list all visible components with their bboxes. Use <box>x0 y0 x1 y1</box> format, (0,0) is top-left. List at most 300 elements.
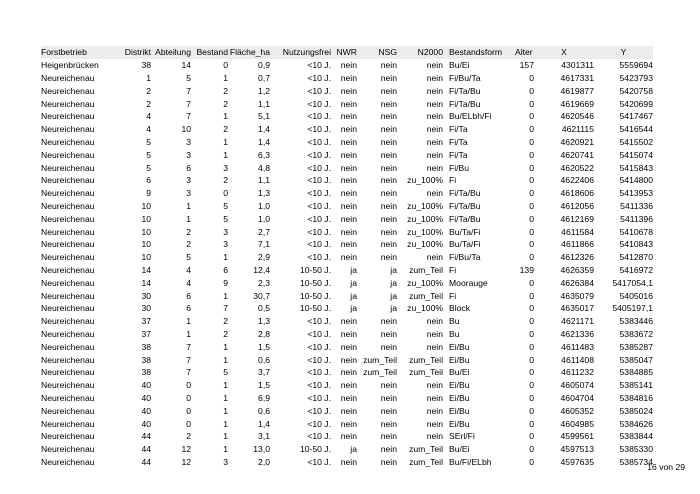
cell-distrikt: 2 <box>146 85 151 96</box>
cell-n2000: nein <box>426 111 443 122</box>
cell-flaeche: 2,3 <box>258 277 270 288</box>
cell-alter: 0 <box>529 149 534 160</box>
cell-distrikt: 10 <box>141 252 151 263</box>
cell-bestandsform: Fi/Ta <box>449 136 468 147</box>
cell-flaeche: 13,0 <box>253 444 270 455</box>
cell-bestand: 1 <box>223 149 228 160</box>
cell-bestandsform: Ei/Bu <box>449 341 470 352</box>
table-row <box>41 238 653 251</box>
cell-flaeche: 0,5 <box>258 303 270 314</box>
cell-alter: 0 <box>529 392 534 403</box>
cell-bestandsform: Bu/Ei <box>449 444 470 455</box>
cell-x: 4620546 <box>560 111 594 122</box>
cell-nutzungsfrei: <10 J. <box>307 136 331 147</box>
column-header: Y <box>620 47 627 58</box>
cell-forstbetrieb: Neureichenau <box>41 188 95 199</box>
cell-bestandsform: Bu/ELbh/Fi <box>449 111 492 122</box>
cell-y: 5385024 <box>619 405 653 416</box>
cell-flaeche: 0,9 <box>258 60 270 71</box>
table-row <box>41 97 653 110</box>
cell-y: 5405016 <box>619 290 653 301</box>
cell-alter: 0 <box>529 188 534 199</box>
cell-distrikt: 37 <box>141 328 151 339</box>
table-row <box>41 302 653 315</box>
table-row <box>41 276 653 289</box>
cell-nsg: nein <box>380 72 397 83</box>
cell-y: 5385734 <box>619 456 653 467</box>
table-row <box>41 264 653 277</box>
cell-n2000: zum_Teil <box>409 354 443 365</box>
cell-alter: 0 <box>529 98 534 109</box>
cell-distrikt: 5 <box>146 162 151 173</box>
cell-x: 4611866 <box>561 239 594 250</box>
cell-x: 4605352 <box>560 405 594 416</box>
cell-bestand: 0 <box>223 60 228 71</box>
cell-abteilung: 3 <box>186 188 191 199</box>
cell-bestandsform: Ei/Bu <box>449 392 470 403</box>
column-header: Bestand <box>196 47 228 58</box>
cell-flaeche: 2,9 <box>258 252 270 263</box>
cell-y: 5420758 <box>619 85 653 96</box>
cell-y: 5384885 <box>619 367 653 378</box>
cell-x: 4635079 <box>560 290 594 301</box>
cell-abteilung: 1 <box>186 316 191 327</box>
cell-nsg: nein <box>380 239 397 250</box>
cell-y: 5384816 <box>619 392 653 403</box>
cell-bestand: 1 <box>223 136 228 147</box>
cell-x: 4619877 <box>560 85 594 96</box>
cell-n2000: nein <box>426 431 443 442</box>
cell-forstbetrieb: Neureichenau <box>41 239 95 250</box>
cell-nsg: nein <box>380 98 397 109</box>
cell-nsg: nein <box>380 405 397 416</box>
cell-nwr: ja <box>350 303 357 314</box>
cell-forstbetrieb: Neureichenau <box>41 111 95 122</box>
cell-forstbetrieb: Neureichenau <box>41 72 95 83</box>
cell-bestand: 2 <box>223 175 228 186</box>
cell-y: 5415502 <box>619 136 653 147</box>
cell-bestand: 3 <box>223 226 228 237</box>
cell-nwr: nein <box>340 111 357 122</box>
cell-nutzungsfrei: <10 J. <box>307 252 331 263</box>
cell-x: 4604985 <box>560 418 594 429</box>
cell-bestandsform: Fi/Ta/Bu <box>449 98 481 109</box>
cell-y: 5411336 <box>620 200 653 211</box>
cell-nsg: nein <box>380 136 397 147</box>
cell-nwr: ja <box>350 277 357 288</box>
cell-nwr: nein <box>340 239 357 250</box>
table-row <box>41 212 653 225</box>
cell-x: 4597635 <box>560 456 594 467</box>
cell-nsg: nein <box>380 444 397 455</box>
table-row <box>41 340 653 353</box>
cell-nutzungsfrei: <10 J. <box>307 431 331 442</box>
cell-abteilung: 2 <box>186 226 191 237</box>
cell-nwr: nein <box>340 456 357 467</box>
cell-flaeche: 1,3 <box>258 188 270 199</box>
cell-flaeche: 1,2 <box>258 85 270 96</box>
cell-bestand: 3 <box>223 162 228 173</box>
cell-nwr: nein <box>340 124 357 135</box>
cell-nwr: nein <box>340 162 357 173</box>
cell-nsg: nein <box>380 188 397 199</box>
cell-nsg: ja <box>390 264 397 275</box>
cell-nwr: nein <box>340 149 357 160</box>
cell-distrikt: 9 <box>146 188 151 199</box>
table-row <box>41 392 653 405</box>
cell-n2000: nein <box>426 252 443 263</box>
cell-x: 4617331 <box>560 72 594 83</box>
cell-x: 4635017 <box>560 303 594 314</box>
cell-flaeche: 5,1 <box>258 111 270 122</box>
cell-y: 5414800 <box>619 175 653 186</box>
cell-distrikt: 30 <box>141 303 151 314</box>
cell-nwr: nein <box>340 367 357 378</box>
cell-distrikt: 38 <box>141 60 151 71</box>
cell-flaeche: 0,6 <box>258 354 270 365</box>
cell-n2000: nein <box>426 85 443 96</box>
cell-distrikt: 40 <box>141 418 151 429</box>
cell-nutzungsfrei: <10 J. <box>307 85 331 96</box>
cell-nutzungsfrei: <10 J. <box>307 226 331 237</box>
cell-bestandsform: Ei/Bu <box>449 380 470 391</box>
cell-flaeche: 2,7 <box>258 226 270 237</box>
cell-alter: 0 <box>529 380 534 391</box>
cell-flaeche: 1,0 <box>258 200 270 211</box>
cell-n2000: nein <box>426 341 443 352</box>
cell-bestand: 2 <box>223 85 228 96</box>
cell-bestand: 2 <box>223 98 228 109</box>
column-header: Bestandsform <box>449 47 503 58</box>
cell-flaeche: 1,5 <box>258 380 270 391</box>
cell-bestand: 1 <box>223 111 228 122</box>
cell-nwr: nein <box>340 252 357 263</box>
cell-n2000: zu_100% <box>407 175 443 186</box>
cell-nwr: ja <box>350 264 357 275</box>
cell-x: 4612326 <box>560 252 594 263</box>
table-row <box>41 123 653 136</box>
cell-bestand: 5 <box>223 367 228 378</box>
cell-y: 5411396 <box>620 213 653 224</box>
cell-abteilung: 12 <box>181 456 191 467</box>
cell-y: 5416972 <box>619 264 653 275</box>
cell-distrikt: 10 <box>141 226 151 237</box>
cell-forstbetrieb: Neureichenau <box>41 316 95 327</box>
cell-x: 4611483 <box>561 341 594 352</box>
cell-distrikt: 14 <box>141 277 151 288</box>
cell-distrikt: 38 <box>141 354 151 365</box>
cell-abteilung: 0 <box>186 418 191 429</box>
cell-flaeche: 0,6 <box>258 405 270 416</box>
cell-forstbetrieb: Neureichenau <box>41 303 95 314</box>
cell-abteilung: 4 <box>186 264 191 275</box>
cell-alter: 0 <box>529 405 534 416</box>
cell-nutzungsfrei: <10 J. <box>307 200 331 211</box>
column-header: Abteilung <box>155 47 191 58</box>
cell-nutzungsfrei: <10 J. <box>307 354 331 365</box>
cell-alter: 0 <box>529 213 534 224</box>
cell-distrikt: 40 <box>141 392 151 403</box>
cell-abteilung: 3 <box>186 136 191 147</box>
cell-nutzungsfrei: <10 J. <box>307 72 331 83</box>
cell-flaeche: 1,4 <box>258 418 270 429</box>
table-row <box>41 443 653 456</box>
cell-alter: 139 <box>519 264 534 275</box>
cell-distrikt: 37 <box>141 316 151 327</box>
cell-nsg: nein <box>380 226 397 237</box>
cell-nutzungsfrei: <10 J. <box>307 380 331 391</box>
cell-bestand: 1 <box>223 418 228 429</box>
cell-bestand: 2 <box>223 124 228 135</box>
cell-bestand: 3 <box>223 456 228 467</box>
cell-flaeche: 30,7 <box>253 290 270 301</box>
table-row <box>41 456 653 469</box>
table-row <box>41 366 653 379</box>
cell-abteilung: 14 <box>181 60 191 71</box>
cell-abteilung: 4 <box>186 277 191 288</box>
cell-nsg: nein <box>380 111 397 122</box>
cell-n2000: nein <box>426 60 443 71</box>
table-row <box>41 417 653 430</box>
cell-n2000: nein <box>426 162 443 173</box>
cell-abteilung: 1 <box>186 213 191 224</box>
cell-bestandsform: Fi <box>449 264 457 275</box>
cell-nsg: nein <box>380 380 397 391</box>
table-row <box>41 110 653 123</box>
cell-x: 4619669 <box>560 98 594 109</box>
cell-bestand: 1 <box>223 354 228 365</box>
cell-x: 4611584 <box>561 226 594 237</box>
cell-bestand: 1 <box>223 431 228 442</box>
cell-nwr: nein <box>340 354 357 365</box>
cell-x: 4621336 <box>560 328 594 339</box>
cell-n2000: nein <box>426 418 443 429</box>
cell-y: 5412870 <box>619 252 653 263</box>
table-row <box>41 379 653 392</box>
cell-nwr: nein <box>340 341 357 352</box>
cell-abteilung: 0 <box>186 380 191 391</box>
table-row <box>41 225 653 238</box>
cell-nsg: nein <box>380 456 397 467</box>
cell-alter: 157 <box>519 60 534 71</box>
cell-alter: 0 <box>529 418 534 429</box>
cell-nsg: nein <box>380 213 397 224</box>
cell-bestandsform: Fi/Ta <box>449 124 468 135</box>
cell-nwr: nein <box>340 316 357 327</box>
cell-forstbetrieb: Neureichenau <box>41 252 95 263</box>
column-header: Forstbetrieb <box>41 47 87 58</box>
cell-forstbetrieb: Neureichenau <box>41 380 95 391</box>
cell-bestand: 7 <box>223 303 228 314</box>
cell-distrikt: 40 <box>141 405 151 416</box>
cell-bestand: 1 <box>223 252 228 263</box>
cell-alter: 0 <box>529 72 534 83</box>
cell-nutzungsfrei: <10 J. <box>307 188 331 199</box>
column-header: Distrikt <box>124 47 151 58</box>
cell-bestandsform: Fi <box>449 290 457 301</box>
cell-n2000: zu_100% <box>407 303 443 314</box>
table-row <box>41 353 653 366</box>
cell-nutzungsfrei: <10 J. <box>307 162 331 173</box>
cell-x: 4599561 <box>560 431 594 442</box>
column-header: NSG <box>378 47 397 58</box>
cell-forstbetrieb: Neureichenau <box>41 175 95 186</box>
cell-nsg: nein <box>380 328 397 339</box>
column-header: N2000 <box>417 47 443 58</box>
cell-alter: 0 <box>529 303 534 314</box>
cell-nwr: nein <box>340 200 357 211</box>
cell-bestandsform: SErl/Fi <box>449 431 475 442</box>
cell-forstbetrieb: Neureichenau <box>41 418 95 429</box>
cell-nsg: ja <box>390 277 397 288</box>
cell-nsg: nein <box>380 124 397 135</box>
cell-distrikt: 4 <box>146 111 151 122</box>
cell-abteilung: 7 <box>186 98 191 109</box>
cell-y: 5416544 <box>619 124 653 135</box>
cell-y: 5413953 <box>619 188 653 199</box>
cell-flaeche: 6,9 <box>258 392 270 403</box>
cell-bestandsform: Fi/Ta/Bu <box>449 200 481 211</box>
cell-y: 5559694 <box>619 60 653 71</box>
cell-forstbetrieb: Neureichenau <box>41 431 95 442</box>
cell-forstbetrieb: Neureichenau <box>41 405 95 416</box>
cell-bestandsform: Bu/Fi/ELbh <box>449 456 492 467</box>
cell-distrikt: 5 <box>146 136 151 147</box>
cell-forstbetrieb: Neureichenau <box>41 264 95 275</box>
cell-y: 5385047 <box>619 354 653 365</box>
cell-nutzungsfrei: <10 J. <box>307 124 331 135</box>
cell-alter: 0 <box>529 124 534 135</box>
cell-bestandsform: Fi/Bu/Ta <box>449 252 481 263</box>
cell-x: 4604704 <box>560 392 594 403</box>
cell-nutzungsfrei: <10 J. <box>307 98 331 109</box>
cell-nwr: nein <box>340 213 357 224</box>
cell-bestandsform: Bu/Ei <box>449 60 470 71</box>
cell-n2000: zum_Teil <box>409 444 443 455</box>
cell-bestandsform: Bu/Ta/Fi <box>449 226 481 237</box>
cell-nsg: nein <box>380 341 397 352</box>
cell-x: 4612056 <box>560 200 594 211</box>
cell-n2000: nein <box>426 405 443 416</box>
cell-nwr: nein <box>340 405 357 416</box>
cell-distrikt: 1 <box>146 72 151 83</box>
cell-n2000: zu_100% <box>407 277 443 288</box>
cell-nutzungsfrei: <10 J. <box>307 149 331 160</box>
cell-forstbetrieb: Neureichenau <box>41 354 95 365</box>
cell-nwr: nein <box>340 136 357 147</box>
cell-y: 5383844 <box>619 431 653 442</box>
cell-n2000: zu_100% <box>407 239 443 250</box>
cell-bestandsform: Ei/Bu <box>449 405 470 416</box>
cell-alter: 0 <box>529 277 534 288</box>
cell-distrikt: 38 <box>141 367 151 378</box>
cell-n2000: nein <box>426 136 443 147</box>
cell-alter: 0 <box>529 354 534 365</box>
cell-forstbetrieb: Neureichenau <box>41 226 95 237</box>
cell-flaeche: 2,8 <box>258 328 270 339</box>
cell-n2000: zu_100% <box>407 226 443 237</box>
cell-nsg: nein <box>380 175 397 186</box>
cell-abteilung: 6 <box>186 162 191 173</box>
cell-forstbetrieb: Neureichenau <box>41 328 95 339</box>
cell-alter: 0 <box>529 367 534 378</box>
cell-forstbetrieb: Neureichenau <box>41 367 95 378</box>
cell-nsg: nein <box>380 149 397 160</box>
cell-nutzungsfrei: 10-50 J. <box>299 264 331 275</box>
cell-nsg: zum_Teil <box>363 367 397 378</box>
cell-nsg: nein <box>380 85 397 96</box>
cell-alter: 0 <box>529 444 534 455</box>
cell-n2000: zum_Teil <box>409 290 443 301</box>
cell-abteilung: 2 <box>186 239 191 250</box>
cell-n2000: nein <box>426 124 443 135</box>
cell-y: 5417054,1 <box>612 277 653 288</box>
cell-n2000: nein <box>426 392 443 403</box>
cell-flaeche: 6,3 <box>258 149 270 160</box>
cell-forstbetrieb: Neureichenau <box>41 290 95 301</box>
cell-x: 4612169 <box>560 213 594 224</box>
table-row <box>41 315 653 328</box>
cell-nsg: nein <box>380 60 397 71</box>
cell-n2000: nein <box>426 380 443 391</box>
cell-nwr: nein <box>340 418 357 429</box>
cell-nsg: nein <box>380 418 397 429</box>
cell-bestand: 1 <box>223 290 228 301</box>
cell-y: 5385330 <box>619 444 653 455</box>
cell-alter: 0 <box>529 328 534 339</box>
cell-nutzungsfrei: <10 J. <box>307 367 331 378</box>
cell-x: 4611408 <box>561 354 594 365</box>
cell-n2000: nein <box>426 328 443 339</box>
cell-nwr: ja <box>350 444 357 455</box>
cell-alter: 0 <box>529 85 534 96</box>
cell-abteilung: 7 <box>186 85 191 96</box>
cell-y: 5423793 <box>619 72 653 83</box>
cell-alter: 0 <box>529 111 534 122</box>
cell-y: 5410843 <box>619 239 653 250</box>
cell-x: 4621171 <box>561 316 594 327</box>
cell-bestandsform: Moorauge <box>449 277 488 288</box>
cell-nutzungsfrei: <10 J. <box>307 316 331 327</box>
cell-alter: 0 <box>529 316 534 327</box>
cell-flaeche: 4,8 <box>258 162 270 173</box>
cell-n2000: nein <box>426 98 443 109</box>
cell-nutzungsfrei: <10 J. <box>307 328 331 339</box>
table-row <box>41 404 653 417</box>
cell-bestand: 1 <box>223 72 228 83</box>
cell-x: 4621115 <box>561 124 594 135</box>
cell-y: 5405197,1 <box>612 303 653 314</box>
cell-y: 5384626 <box>619 418 653 429</box>
cell-bestandsform: Bu/Ei <box>449 367 470 378</box>
cell-nutzungsfrei: <10 J. <box>307 60 331 71</box>
cell-flaeche: 1,3 <box>258 316 270 327</box>
cell-alter: 0 <box>529 252 534 263</box>
cell-distrikt: 10 <box>141 213 151 224</box>
cell-x: 4597513 <box>560 444 594 455</box>
cell-distrikt: 30 <box>141 290 151 301</box>
cell-nsg: zum_Teil <box>363 354 397 365</box>
cell-nutzungsfrei: <10 J. <box>307 418 331 429</box>
cell-bestandsform: Block <box>449 303 471 314</box>
cell-y: 5383672 <box>619 328 653 339</box>
cell-bestand: 9 <box>223 277 228 288</box>
cell-bestandsform: Fi <box>449 175 457 186</box>
cell-flaeche: 3,7 <box>258 367 270 378</box>
cell-flaeche: 1,0 <box>258 213 270 224</box>
column-header: Fläche_ha <box>229 47 270 58</box>
cell-alter: 0 <box>529 200 534 211</box>
